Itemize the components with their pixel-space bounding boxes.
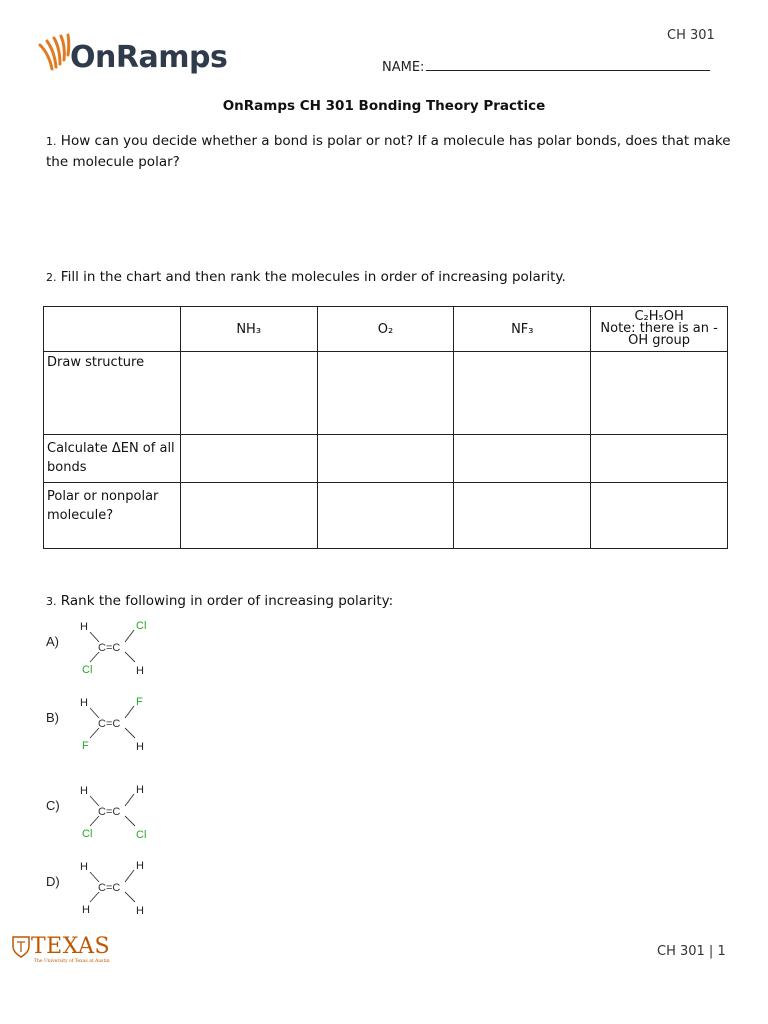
carbon-double-bond: C=C [98, 806, 121, 818]
table-row [44, 483, 728, 549]
column-header: NF₃ [454, 307, 591, 352]
substituent-atom: H [136, 741, 144, 753]
substituent-atom: F [82, 740, 89, 752]
substituent-atom: Cl [82, 828, 93, 840]
question-1: 1. How can you decide whether a bond is polar or not? If a molecule has polar bonds, does that make the molecule polar? [46, 133, 731, 170]
substituent-atom: Cl [136, 620, 147, 632]
molecule-structure [72, 858, 162, 918]
table-corner-cell [44, 307, 181, 352]
table-row [44, 352, 728, 435]
table-header-row [44, 307, 728, 352]
row-header: Polar or nonpolar molecule? [44, 483, 181, 549]
table-cell[interactable] [591, 352, 728, 435]
table-cell[interactable] [454, 352, 591, 435]
molecule-structure [72, 618, 162, 678]
substituent-atom: Cl [82, 664, 93, 676]
table-cell[interactable] [591, 435, 728, 483]
substituent-atom: H [136, 665, 144, 677]
carbon-double-bond: C=C [98, 882, 121, 894]
molecule-structure [72, 782, 162, 842]
molecule-structure [72, 694, 162, 754]
table-cell[interactable] [317, 352, 454, 435]
name-blank[interactable] [426, 58, 710, 71]
name-label: NAME: [382, 60, 425, 75]
name-field[interactable] [382, 58, 710, 75]
table-row [44, 435, 728, 483]
substituent-atom: H [80, 785, 88, 797]
texas-logo-text: TEXAS [31, 934, 111, 959]
substituent-atom: Cl [136, 829, 147, 841]
column-header: O₂ [317, 307, 454, 352]
polarity-chart [43, 306, 728, 549]
column-header: NH₃ [180, 307, 317, 352]
molecule-label: B) [46, 710, 59, 725]
substituent-atom: H [80, 697, 88, 709]
molecule-label: A) [46, 634, 59, 649]
molecule-label: D) [46, 874, 60, 889]
column-header: C₂H₅OH Note: there is an - OH group [591, 307, 728, 352]
texas-shield-icon [12, 936, 30, 958]
onramps-logo-mark [36, 33, 72, 73]
substituent-atom: F [136, 696, 143, 708]
substituent-atom: H [80, 621, 88, 633]
table-cell[interactable] [317, 435, 454, 483]
table-cell[interactable] [317, 483, 454, 549]
substituent-atom: H [136, 905, 144, 917]
table-cell[interactable] [454, 483, 591, 549]
carbon-double-bond: C=C [98, 642, 121, 654]
question-3: 3. Rank the following in order of increasing polarity: [46, 593, 394, 609]
texas-logo-subtitle: The University of Texas at Austin [34, 959, 110, 964]
substituent-atom: H [136, 784, 144, 796]
molecule-label: C) [46, 798, 60, 813]
table-cell[interactable] [180, 483, 317, 549]
substituent-atom: H [82, 904, 90, 916]
substituent-atom: H [80, 861, 88, 873]
table-cell[interactable] [180, 352, 317, 435]
table-cell[interactable] [454, 435, 591, 483]
onramps-logo-text: OnRamps [70, 40, 228, 75]
row-header: Draw structure [44, 352, 181, 435]
carbon-double-bond: C=C [98, 718, 121, 730]
row-header: Calculate ΔEN of all bonds [44, 435, 181, 483]
course-code: CH 301 [667, 28, 715, 43]
page-title: OnRamps CH 301 Bonding Theory Practice [222, 98, 546, 114]
table-cell[interactable] [180, 435, 317, 483]
question-2: 2. Fill in the chart and then rank the molecules in order of increasing polarity. [46, 269, 566, 285]
table-cell[interactable] [591, 483, 728, 549]
substituent-atom: H [136, 860, 144, 872]
page-footer: CH 301 | 1 [657, 944, 726, 959]
